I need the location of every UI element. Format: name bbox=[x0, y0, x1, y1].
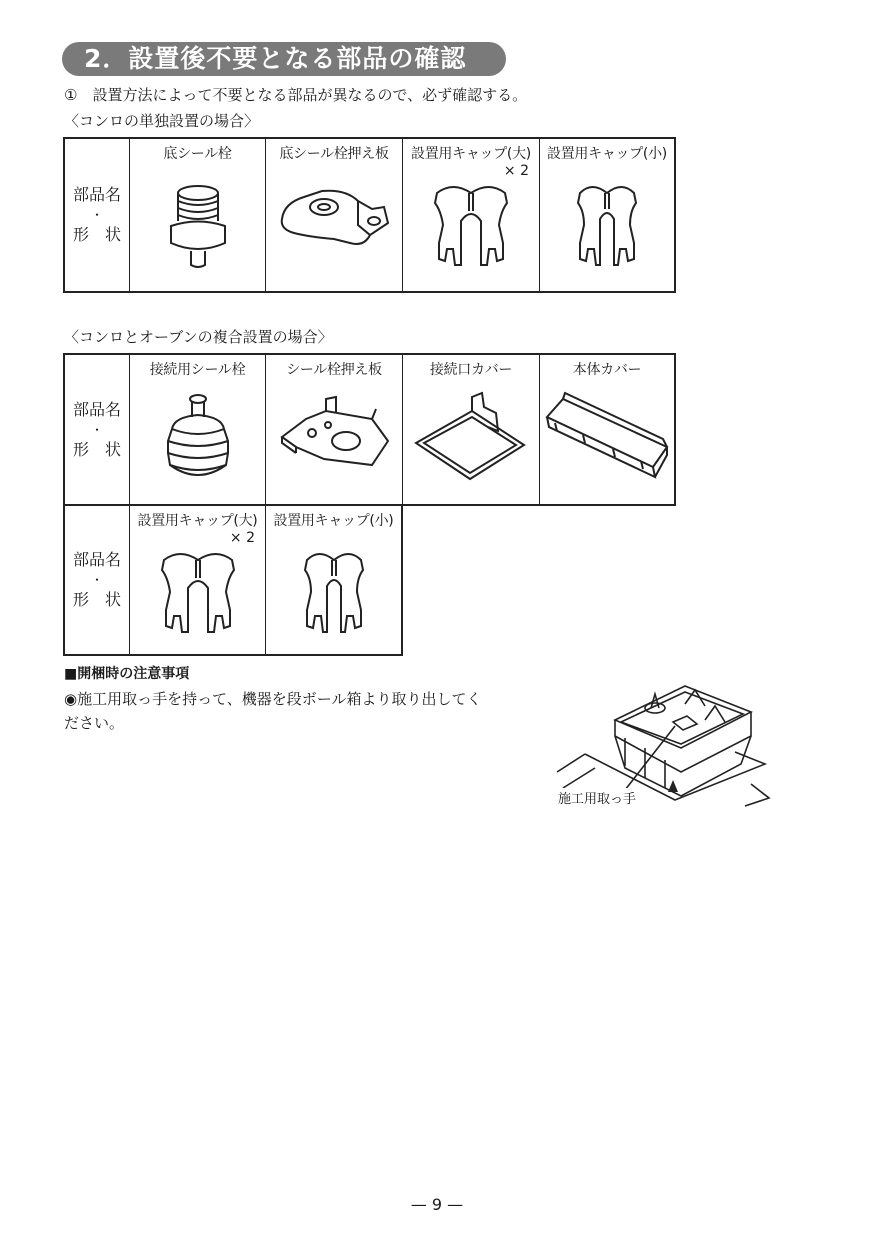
single-parts-table bbox=[63, 137, 676, 293]
part-name: シール栓押え板 bbox=[286, 362, 382, 378]
part-qty: × 2 bbox=[229, 530, 255, 546]
cap-large-icon bbox=[431, 181, 511, 277]
part-qty bbox=[540, 163, 674, 181]
page-number: — 9 — bbox=[410, 1195, 464, 1214]
cap-small-icon bbox=[574, 181, 640, 277]
label-shape: 形 状 bbox=[72, 225, 121, 244]
part-cell bbox=[266, 354, 403, 505]
notes-title: ■開梱時の注意事項 bbox=[64, 666, 190, 682]
part-cell bbox=[130, 354, 266, 505]
part-name: 接続用シール栓 bbox=[149, 362, 246, 378]
seal-bracket-icon bbox=[276, 391, 392, 481]
label-name: 部品名 bbox=[72, 550, 121, 569]
part-name: 設置用キャップ(小) bbox=[547, 146, 667, 162]
section-title: 2．設置後不要となる部品の確認 bbox=[84, 44, 467, 73]
part-qty bbox=[266, 163, 402, 181]
label-shape: 形 状 bbox=[72, 439, 121, 459]
cap-small-icon bbox=[301, 548, 367, 644]
part-cell bbox=[403, 138, 540, 292]
part-name: 底シール栓押え板 bbox=[279, 146, 389, 162]
row-label bbox=[64, 505, 130, 655]
seal-plate-icon bbox=[274, 181, 394, 261]
body-cover-icon bbox=[543, 387, 671, 487]
label-shape: 形 状 bbox=[72, 590, 121, 609]
combined-parts-table bbox=[63, 353, 676, 506]
part-qty: × 2 bbox=[503, 163, 529, 179]
label-name: 部品名 bbox=[72, 185, 121, 204]
notes-text: ◉施工用取っ手を持って、機器を段ボール箱より取り出してください。 bbox=[64, 690, 482, 732]
label-name: 部品名 bbox=[72, 399, 121, 419]
arrow-icon bbox=[668, 780, 678, 792]
part-name: 設置用キャップ(大) bbox=[411, 146, 531, 162]
section-heading bbox=[62, 42, 506, 76]
part-name: 設置用キャップ(大) bbox=[137, 513, 258, 529]
label-dot: ・ bbox=[90, 422, 103, 437]
part-name: 本体カバー bbox=[572, 362, 642, 378]
label-dot: ・ bbox=[90, 208, 103, 222]
row-label bbox=[64, 354, 130, 505]
part-cell bbox=[266, 505, 403, 655]
part-name: 設置用キャップ(小) bbox=[273, 513, 394, 529]
intro-text: ① 設置方法によって不要となる部品が異なるので、必ず確認する。 bbox=[64, 86, 528, 104]
part-qty bbox=[266, 530, 401, 548]
row-label bbox=[64, 138, 130, 292]
part-cell bbox=[403, 354, 540, 505]
figure-label: 施工用取っ手 bbox=[558, 788, 638, 807]
part-name: 接続口カバー bbox=[429, 362, 513, 378]
part-cell bbox=[130, 505, 266, 655]
part-cell bbox=[540, 138, 676, 292]
part-name: 底シール栓 bbox=[163, 146, 232, 162]
combined-caption: 〈コンロとオーブンの複合設置の場合〉 bbox=[64, 328, 333, 346]
part-qty bbox=[130, 163, 265, 181]
seal-plug-icon bbox=[163, 181, 233, 281]
connect-seal-plug-icon bbox=[158, 391, 238, 491]
cap-large-icon bbox=[158, 548, 238, 644]
combined-parts-table-row2 bbox=[63, 504, 403, 656]
port-cover-icon bbox=[412, 387, 530, 487]
single-caption: 〈コンロの単独設置の場合〉 bbox=[64, 112, 260, 130]
label-dot: ・ bbox=[90, 573, 103, 587]
part-cell bbox=[266, 138, 403, 292]
part-cell bbox=[130, 138, 266, 292]
part-cell bbox=[540, 354, 676, 505]
